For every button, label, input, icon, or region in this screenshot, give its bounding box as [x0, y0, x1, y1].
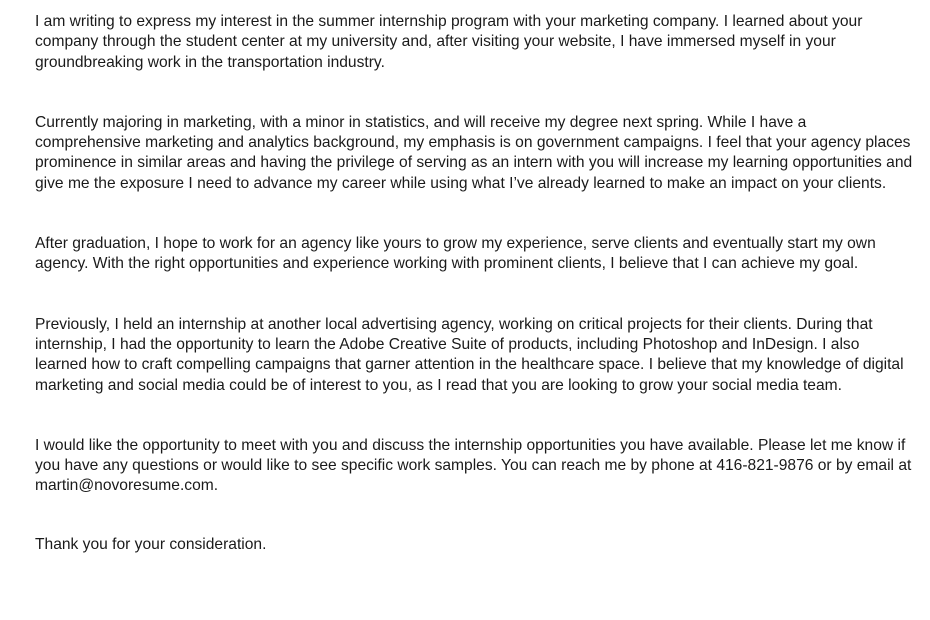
paragraph-goals: After graduation, I hope to work for an agency like yours to grow my experience, serve clients and eventually start my own agency. With the right opportunities and experience working with prominent clients, I believe that I can achieve my goal. — [35, 235, 876, 273]
paragraph-closing: Thank you for your consideration. — [35, 535, 267, 553]
paragraph-experience: Previously, I held an internship at another local advertising agency, working on critical projects for their clients. During that internship, I had the opportunity to learn the Adobe Creative Suite of products, including Photoshop and InDesign. I also learned how to craft compelling campaigns that garner attention in the healthcare space. I believe that my knowledge of digital marketing and social media could be of interest to you, as I read that you are looking to grow your social media team. — [35, 315, 904, 394]
cover-letter-body — [35, 12, 915, 555]
paragraph-education: Currently majoring in marketing, with a minor in statistics, and will receive my degree next spring. While I have a comprehensive marketing and analytics background, my emphasis is on government campaigns. I feel that your agency places prominence in similar areas and having the privilege of serving as an intern with you will increase my learning opportunities and give me the exposure I need to advance my career while using what I’ve already learned to make an impact on your clients. — [35, 113, 913, 192]
paragraph-interest: I am writing to express my interest in the summer internship program with your marketing company. I learned about your company through the student center at my university and, after visiting your website, I have immersed myself in your groundbreaking work in the transportation industry. — [35, 13, 863, 71]
paragraph-contact: I would like the opportunity to meet with you and discuss the internship opportunities you have available. Please let me know if you have any questions or would like to see specific work samples. You can reach me by phone at 416-821-9876 or by email at martin@novoresume.com. — [35, 436, 912, 495]
